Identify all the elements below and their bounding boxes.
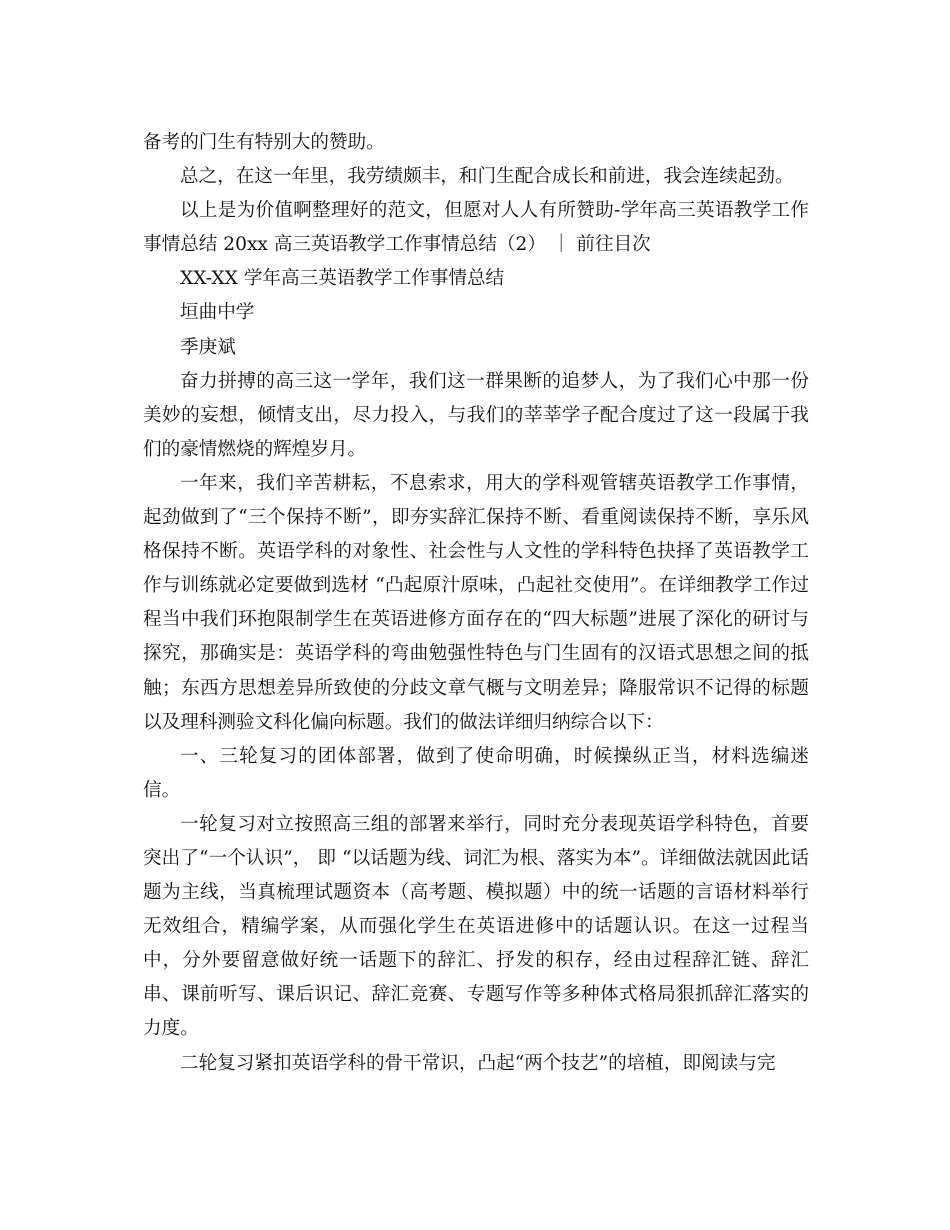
paragraph-round-one: 一轮复习对立按照高三组的部署来举行，同时充分表现英语学科特色，首要突出了“一个认识”， 即 “以话题为线、词汇为根、落实为本”。详细做法就因此话题为主线，当真梳理试题资本（高考题、模拟题）中的统一话题的言语材料举行无效组合，精编学案，从而强化学生在英语进修中的话题认识。在这一过程当中，分外要留意做好统一话题下的辞汇、抒发的积存，经由过程辞汇链、辞汇串、课前听写、课后识记、辞汇竞赛、专题写作等多种体式格局狠抓辞汇落实的力度。 <box>143 813 809 1040</box>
paragraph-continuation: 备考的门生有特别大的赞助。 <box>143 132 385 153</box>
paragraph-round-two: 二轮复习紧扣英语学科的骨干常识，凸起“两个技艺”的培植，即阅读与完 <box>180 1052 776 1074</box>
article-title: XX-XX 学年高三英语教学工作事情总结 <box>180 268 505 290</box>
document-body <box>143 126 809 1081</box>
paragraph-note: 以上是为价值啊整理好的范文，但愿对人人有所赞助-学年高三英语教学工作事情总结 20xx 高三英语教学工作事情总结（2） ｜ 前往目次 <box>143 200 809 256</box>
paragraph-intro: 奋力拼搏的高三这一学年，我们这一群果断的追梦人，为了我们心中那一份美妙的妄想，倾情支出，尽力投入，与我们的莘莘学子配合度过了这一段属于我们的豪情燃烧的辉煌岁月。 <box>143 370 809 460</box>
article-author: 季庚斌 <box>180 336 236 358</box>
paragraph-conclusion: 总之，在这一年里，我劳绩颇丰，和门生配合成长和前进，我会连续起劲。 <box>180 166 794 188</box>
section-heading-1: 一、三轮复习的团体部署，做到了使命明确，时候操纵正当，材料选编迷信。 <box>143 745 809 801</box>
article-school: 垣曲中学 <box>180 302 255 324</box>
paragraph-overview: 一年来，我们辛苦耕耘，不息索求，用大的学科观管辖英语教学工作事情，起劲做到了“三个保持不断”，即夯实辞汇保持不断、看重阅读保持不断，享乐风格保持不断。英语学科的对象性、社会性与人文性的学科特色抉择了英语教学工作与训练就必定要做到选材 “凸起原汁原味，凸起社交使用”。在详细教学工作过程当中我们环抱限制学生在英语进修方面存在的“四大标题”进展了深化的研讨与探究，那确实是：英语学科的弯曲勉强性特色与门生固有的汉语式思想之间的抵触；东西方思想差异所致使的分歧文章气概与文明差异；降服常识不记得的标题以及理科测验文科化偏向标题。我们的做法详细归纳综合以下： <box>143 472 809 733</box>
